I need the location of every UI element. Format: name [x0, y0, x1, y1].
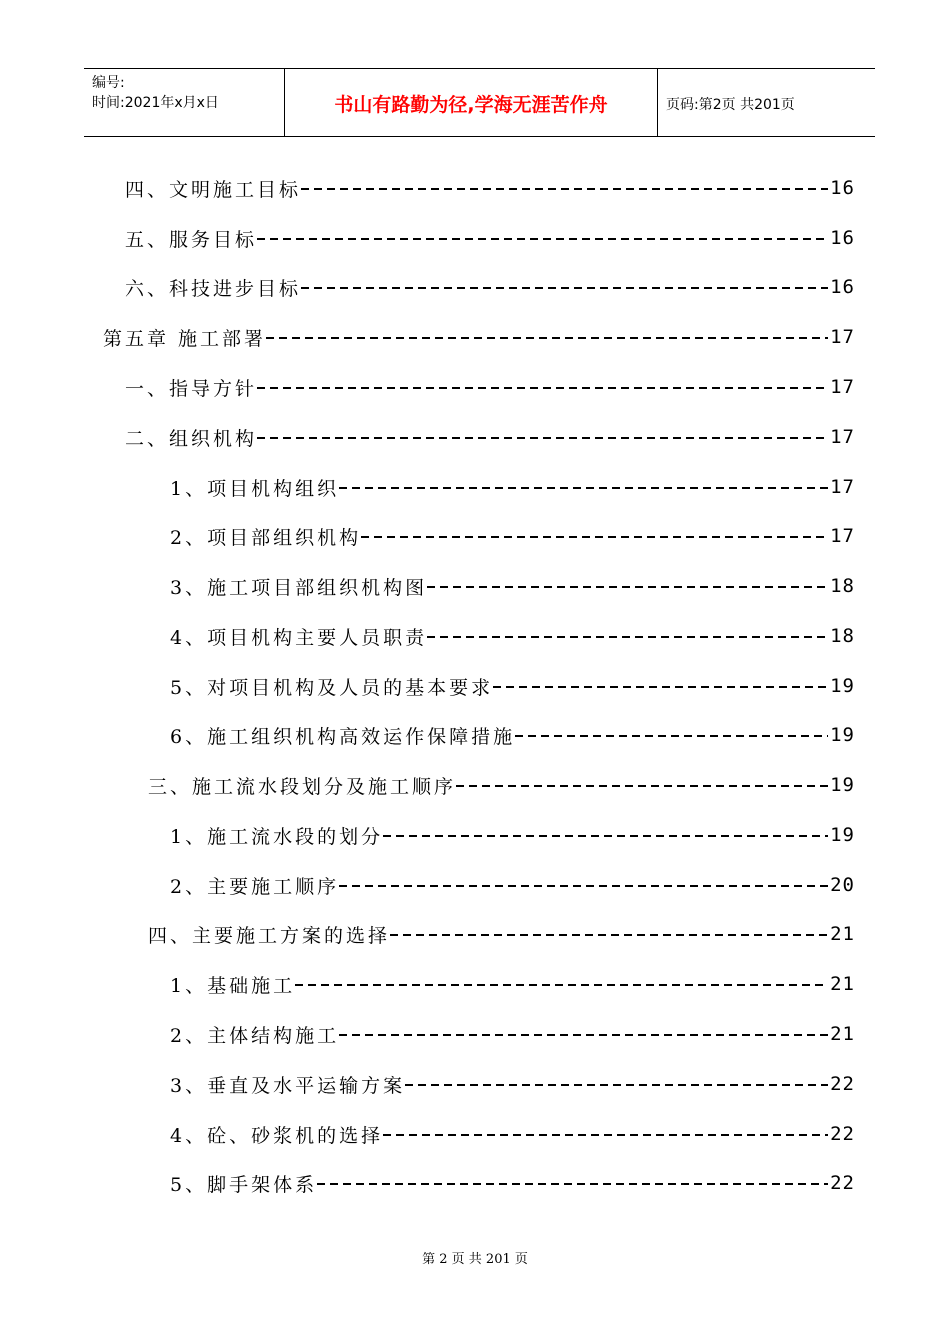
- toc-entry-page: 17: [830, 476, 855, 498]
- toc-entry[interactable]: [170, 969, 855, 999]
- header-time-label: 时间:2021年x月x日: [92, 95, 219, 111]
- toc-leader: [427, 636, 828, 638]
- toc-entry-page: 18: [830, 625, 855, 647]
- toc-entry-label: 第五章 施工部署: [103, 327, 267, 350]
- toc-entry-page: 16: [830, 276, 855, 298]
- toc-leader: [493, 686, 828, 688]
- document-header: [84, 68, 875, 137]
- toc-leader: [295, 984, 828, 986]
- toc-entry-label: 6、施工组织机构高效运作保障措施: [170, 725, 516, 748]
- toc-leader: [456, 785, 828, 787]
- toc-leader: [257, 387, 828, 389]
- toc-entry-page: 16: [830, 177, 855, 199]
- page-footer: 第 2 页 共 201 页: [422, 1252, 528, 1267]
- toc-leader: [339, 487, 828, 489]
- toc-entry[interactable]: [170, 720, 855, 750]
- toc-entry[interactable]: [148, 770, 855, 800]
- toc-entry-page: 17: [830, 326, 855, 348]
- toc-entry[interactable]: [125, 173, 855, 203]
- header-meta: [84, 69, 285, 136]
- toc-leader: [427, 586, 828, 588]
- toc-leader: [515, 735, 828, 737]
- toc-entry-label: 3、垂直及水平运输方案: [170, 1074, 406, 1097]
- toc-entry[interactable]: [170, 1069, 855, 1099]
- toc-entry[interactable]: [125, 422, 855, 452]
- toc-leader: [405, 1084, 828, 1086]
- toc-entry[interactable]: [170, 1019, 855, 1049]
- toc-entry-label: 六、科技进步目标: [125, 277, 302, 300]
- toc-entry-page: 19: [830, 675, 855, 697]
- toc-entry-label: 三、施工流水段划分及施工顺序: [148, 775, 457, 798]
- toc-leader: [301, 287, 828, 289]
- toc-entry-page: 20: [830, 874, 855, 896]
- toc-entry-page: 18: [830, 575, 855, 597]
- toc-entry[interactable]: [170, 1119, 855, 1149]
- toc-leader: [257, 437, 828, 439]
- toc-entry-page: 16: [830, 227, 855, 249]
- toc-entry-label: 2、主要施工顺序: [170, 875, 340, 898]
- toc-entry-label: 一、指导方针: [125, 377, 258, 400]
- toc-entry-label: 2、项目部组织机构: [170, 526, 362, 549]
- toc-entry-page: 17: [830, 525, 855, 547]
- toc-entry-page: 19: [830, 724, 855, 746]
- header-number-label: 编号:: [92, 75, 125, 91]
- toc-entry[interactable]: [125, 272, 855, 302]
- toc-entry-label: 4、项目机构主要人员职责: [170, 626, 428, 649]
- header-motto: 书山有路勤为径,学海无涯苦作舟: [285, 69, 658, 136]
- toc-leader: [339, 1034, 828, 1036]
- toc-leader: [383, 835, 828, 837]
- toc-leader: [301, 188, 828, 190]
- toc-entry-page: 19: [830, 774, 855, 796]
- toc-leader: [257, 238, 828, 240]
- toc-leader: [390, 934, 828, 936]
- toc-entry-label: 1、施工流水段的划分: [170, 825, 384, 848]
- header-page-info: 页码:第2页 共201页: [666, 96, 795, 113]
- toc-entry-label: 四、文明施工目标: [125, 178, 302, 201]
- toc-entry-page: 21: [830, 923, 855, 945]
- toc-entry[interactable]: [103, 322, 855, 352]
- toc-entry-page: 17: [830, 426, 855, 448]
- toc-entry[interactable]: [170, 1168, 855, 1198]
- toc-entry[interactable]: [148, 919, 855, 949]
- toc-entry[interactable]: [170, 472, 855, 502]
- toc-entry-page: 22: [830, 1172, 855, 1194]
- toc-entry[interactable]: [125, 372, 855, 402]
- toc-entry-label: 五、服务目标: [125, 228, 258, 251]
- toc-entry-label: 5、脚手架体系: [170, 1173, 318, 1196]
- toc-entry[interactable]: [170, 621, 855, 651]
- toc-leader: [361, 536, 828, 538]
- toc-entry-label: 2、主体结构施工: [170, 1024, 340, 1047]
- toc-entry-page: 22: [830, 1123, 855, 1145]
- toc-entry-label: 5、对项目机构及人员的基本要求: [170, 676, 494, 699]
- toc-entry[interactable]: [170, 521, 855, 551]
- toc-entry-label: 二、组织机构: [125, 427, 258, 450]
- toc-entry-label: 1、基础施工: [170, 974, 296, 997]
- toc-entry-page: 21: [830, 973, 855, 995]
- toc-entry-page: 21: [830, 1023, 855, 1045]
- toc-entry-label: 4、砼、砂浆机的选择: [170, 1124, 384, 1147]
- toc-entry-page: 17: [830, 376, 855, 398]
- toc-entry-page: 22: [830, 1073, 855, 1095]
- toc-entry[interactable]: [170, 571, 855, 601]
- toc-entry-label: 1、项目机构组织: [170, 477, 340, 500]
- toc-entry-label: 3、施工项目部组织机构图: [170, 576, 428, 599]
- toc-entry[interactable]: [170, 870, 855, 900]
- toc-leader: [383, 1134, 828, 1136]
- toc-entry-label: 四、主要施工方案的选择: [148, 924, 391, 947]
- toc-leader: [317, 1183, 828, 1185]
- toc-leader: [339, 885, 828, 887]
- toc-entry[interactable]: [170, 820, 855, 850]
- toc-entry[interactable]: [125, 223, 855, 253]
- toc-leader: [266, 337, 828, 339]
- toc-entry-page: 19: [830, 824, 855, 846]
- toc-entry[interactable]: [170, 671, 855, 701]
